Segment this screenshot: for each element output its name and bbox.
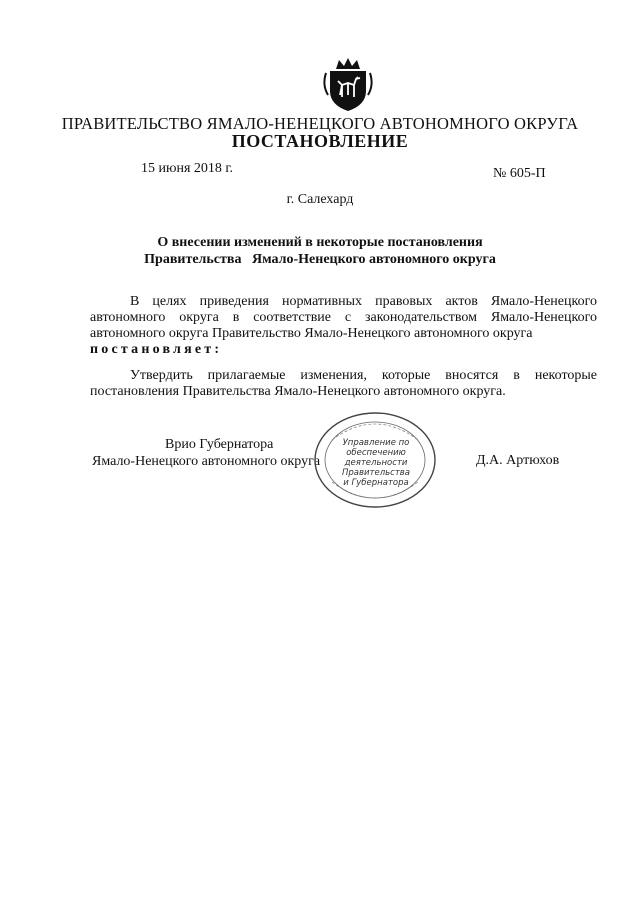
stamp-line-2: обеспечению — [346, 448, 406, 458]
document-number: № 605-П — [493, 166, 546, 181]
stamp-line-4: Правительства — [342, 468, 410, 478]
stamp-line-3: деятельности — [344, 458, 408, 468]
operative-paragraph: Утвердить прилагаемые изменения, которые вносятся в некоторые постановления Правительства Ямало-Ненецкого автономного округа. — [90, 368, 597, 399]
signatory-position — [92, 436, 320, 470]
document-type: ПОСТАНОВЛЕНИЕ — [231, 131, 409, 151]
decree-word: постановляет: — [90, 342, 223, 357]
preamble-paragraph — [90, 294, 597, 358]
document-subject — [0, 234, 640, 268]
position-line-1: Врио Губернатора — [165, 437, 274, 452]
organization-title: ПРАВИТЕЛЬСТВО ЯМАЛО-НЕНЕЦКОГО АВТОНОМНОГО ОКРУГА — [61, 114, 579, 133]
subject-line-2: Правительства Ямало-Ненецкого автономного округа — [144, 252, 496, 267]
preamble-text: В целях приведения нормативных правовых актов Ямало-Ненецкого автономного округа в соответствие с законодательством Ямало-Ненецкого автономного округа Правительство Ямало-Ненецкого автономного округа — [90, 294, 597, 341]
stamp-line-1: Управление по — [342, 438, 410, 448]
subject-line-1: О внесении изменений в некоторые постановления — [157, 235, 483, 250]
stamp-text — [338, 438, 414, 488]
document-date: 15 июня 2018 г. — [141, 161, 234, 176]
document-city: г. Салехард — [286, 192, 354, 207]
coat-of-arms-icon — [318, 55, 378, 113]
stamp-line-5: и Губернатора — [343, 478, 409, 488]
position-line-2: Ямало-Ненецкого автономного округа — [92, 454, 321, 469]
signatory-name: Д.А. Артюхов — [476, 453, 560, 468]
